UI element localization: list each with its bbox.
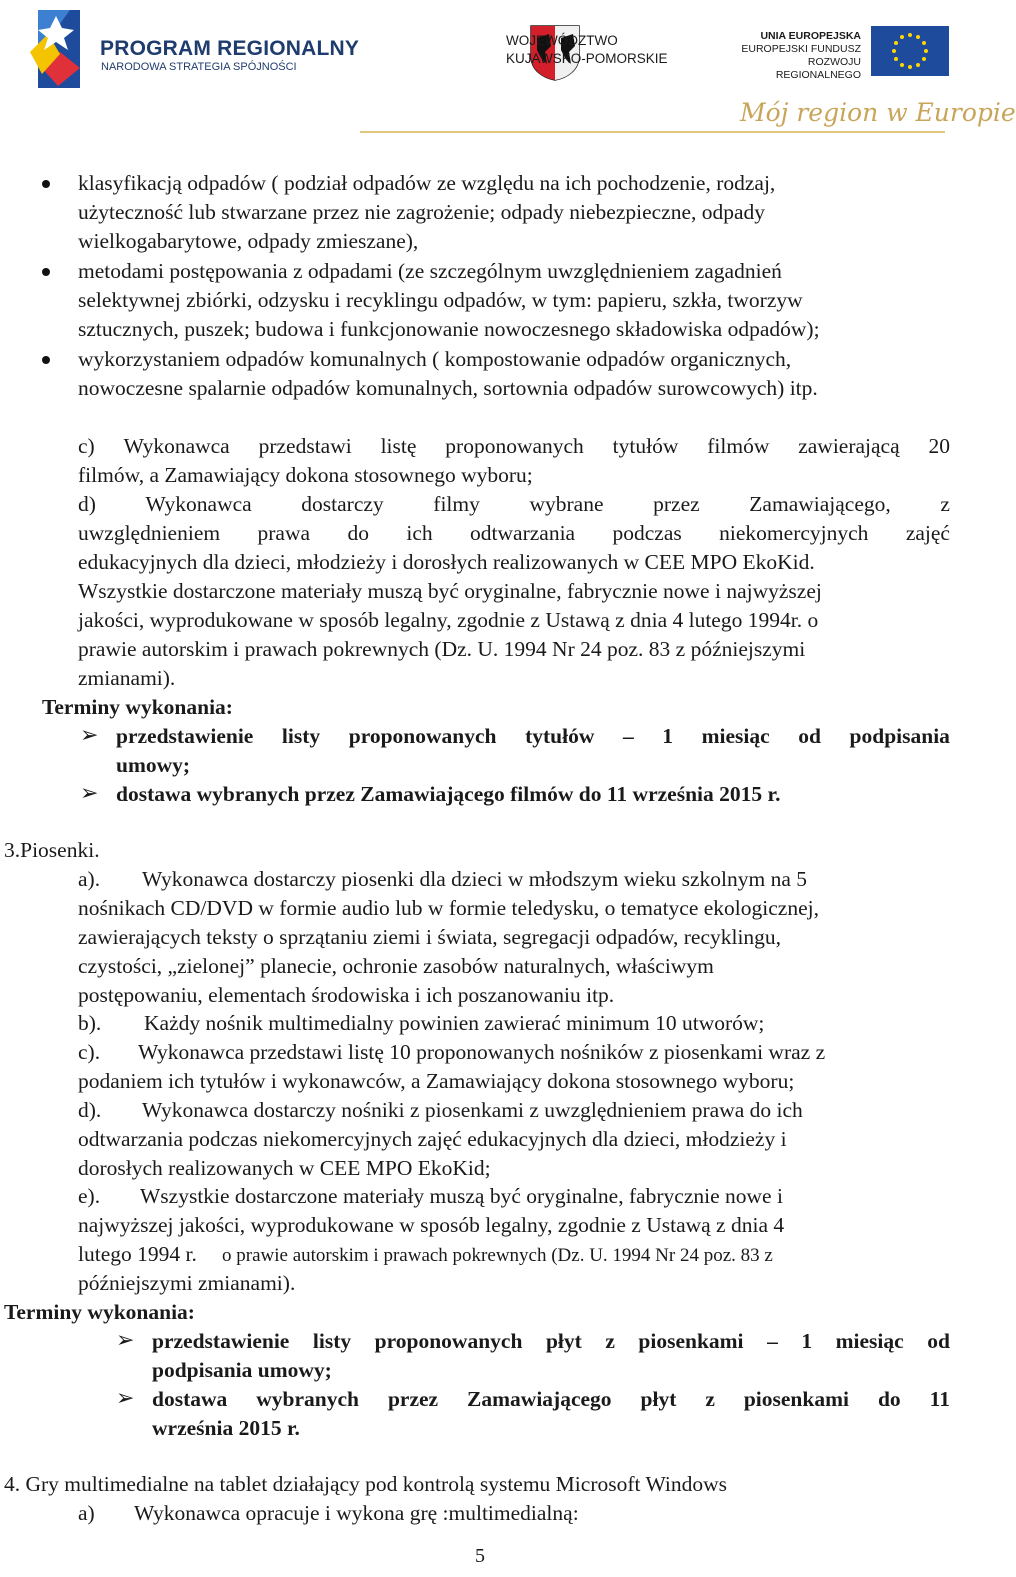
word: przez: [387, 1387, 439, 1411]
word: listy: [312, 1329, 352, 1353]
wojewodztwo-label: WOJEWÓDZTWO: [506, 33, 618, 48]
word: miesiąc: [835, 1329, 904, 1353]
bullet-1-line-3: wielkogabarytowe, odpady zmieszane),: [78, 229, 419, 253]
bullet-3-line-2: nowoczesne spalarnie odpadów komunalnych, sortownia odpadów surowcowych) itp.: [78, 376, 818, 400]
motto-text: Mój region w Europie: [740, 98, 1016, 127]
word: 1: [662, 724, 674, 748]
word: prawa: [257, 521, 311, 545]
films-term-1-line-1: [116, 723, 950, 749]
word: przedstawi: [258, 434, 352, 458]
word: podczas: [612, 521, 682, 545]
bullet-2-line-3: sztucznych, puszek; budowa i funkcjonowanie nowoczesnego składowiska odpadów);: [78, 317, 820, 341]
word: –: [622, 724, 634, 748]
films-d-line-3: edukacyjnych dla dzieci, młodzieży i dorosłych realizowanych w CEE MPO EkoKid.: [78, 550, 815, 574]
word: 1: [801, 1329, 813, 1353]
films-d-line-5: jakości, wyprodukowane w sposób legalny, zgodnie z Ustawą z dnia 4 lutego 1994r. o: [78, 608, 819, 632]
bullet-1-line-2: użyteczność lub stwarzane przez nie zagrożenie; odpady niebezpieczne, odpady: [78, 200, 766, 224]
bullet-1-line-1: klasyfikacją odpadów ( podział odpadów ze względu na ich pochodzenie, rodzaj,: [78, 171, 776, 195]
films-d-line-7: zmianami).: [78, 666, 176, 690]
word: od: [927, 1329, 950, 1353]
word: piosenkami: [638, 1329, 744, 1353]
bullet-dot: [42, 180, 50, 188]
word: przez: [653, 492, 700, 516]
arrow-bullet-icon: ➢: [80, 780, 99, 805]
films-d-line-4: Wszystkie dostarczone materiały muszą być oryginalne, fabrycznie nowe i najwyższej: [78, 579, 822, 603]
films-d-line-1: [78, 491, 950, 517]
word: proponowanych: [445, 434, 584, 458]
films-c-line-2: filmów, a Zamawiający dokona stosownego wyboru;: [78, 463, 533, 487]
films-term-2: dostawa wybranych przez Zamawiającego filmów do 11 września 2015 r.: [116, 782, 781, 806]
arrow-bullet-icon: ➢: [116, 1385, 135, 1410]
word: listę: [380, 434, 417, 458]
word: niekomercyjnych: [719, 521, 869, 545]
word: listy: [281, 724, 321, 748]
songs-e-line-1: Wszystkie dostarczone materiały muszą być oryginalne, fabrycznie nowe i: [140, 1184, 783, 1208]
word: Wykonawca: [123, 434, 230, 458]
songs-e-line-3b: o prawie autorskim i prawach pokrewnych (Dz. U. 1994 Nr 24 poz. 83 z: [222, 1245, 773, 1266]
word: z: [605, 1329, 615, 1353]
songs-c-line-2: podaniem ich tytułów i wykonawców, a Zamawiający dokona stosownego wyboru;: [78, 1069, 795, 1093]
eu-line1: UNIA EUROPEJSKA: [760, 30, 861, 42]
songs-e-line-3a: lutego 1994 r.: [78, 1242, 197, 1266]
bullet-dot: [42, 356, 50, 364]
word: płyt: [640, 1387, 677, 1411]
word: Zamawiającego: [467, 1387, 612, 1411]
films-terms-heading: Terminy wykonania:: [42, 695, 233, 719]
word: zawierającą: [798, 434, 900, 458]
songs-term-2-line-2: września 2015 r.: [152, 1416, 300, 1440]
page-header: [0, 0, 1016, 150]
songs-c-line-1: Wykonawca przedstawi listę 10 proponowanych nośników z piosenkami wraz z: [138, 1040, 826, 1064]
word: 11: [929, 1387, 950, 1411]
songs-a-line-2: nośnikach CD/DVD w formie audio lub w formie teledysku, o tematyce ekologicznej,: [78, 896, 819, 920]
word: zajęć: [905, 521, 950, 545]
songs-c-label: c).: [78, 1040, 101, 1064]
songs-d-line-3: dorosłych realizowanych w CEE MPO EkoKid;: [78, 1156, 491, 1180]
word: filmy: [433, 492, 480, 516]
program-regionalny-subtitle: NARODOWA STRATEGIA SPÓJNOŚCI: [101, 61, 297, 73]
word: 20: [928, 434, 950, 458]
songs-d-line-1: Wykonawca dostarczy nośniki z piosenkami z uwzględnieniem prawa do ich: [142, 1098, 803, 1122]
program-regionalny-title: PROGRAM REGIONALNY: [100, 37, 360, 60]
word: dostawa: [152, 1387, 228, 1411]
word: płyt: [545, 1329, 582, 1353]
eu-line2: EUROPEJSKI FUNDUSZ: [741, 43, 861, 55]
songs-b-line-1: Każdy nośnik multimedialny powinien zawierać minimum 10 utworów;: [144, 1011, 765, 1035]
word: proponowanych: [374, 1329, 523, 1353]
songs-a-label: a).: [78, 867, 101, 891]
word: –: [767, 1329, 778, 1353]
word: miesiąc: [701, 724, 770, 748]
games-a-label: a): [78, 1501, 95, 1525]
word: z: [705, 1387, 715, 1411]
arrow-bullet-icon: ➢: [116, 1327, 135, 1352]
songs-d-line-2: odtwarzania podczas niekomercyjnych zajęć edukacyjnych dla dzieci, młodzieży i: [78, 1127, 787, 1151]
songs-b-label: b).: [78, 1011, 102, 1035]
bullet-2-line-1: metodami postępowania z odpadami (ze szczególnym uwzględnieniem zagadnień: [78, 259, 782, 283]
songs-e-line-4: późniejszymi zmianami).: [78, 1271, 296, 1295]
word: od: [798, 724, 821, 748]
header-divider: [360, 131, 945, 133]
word: z: [940, 492, 950, 516]
word: dostarczy: [301, 492, 384, 516]
word: podpisania: [849, 724, 950, 748]
word: wybrane: [529, 492, 604, 516]
word: proponowanych: [348, 724, 497, 748]
word: ich: [406, 521, 433, 545]
songs-a-line-1: Wykonawca dostarczy piosenki dla dzieci w młodszym wieku szkolnym na 5: [142, 867, 808, 891]
word: wybranych: [256, 1387, 359, 1411]
word: tytułów: [525, 724, 595, 748]
songs-term-1-line-1: [152, 1328, 950, 1354]
films-term-1-line-2: umowy;: [116, 753, 191, 777]
songs-e-label: e).: [78, 1184, 101, 1208]
word: uwzględnieniem: [78, 521, 221, 545]
songs-a-line-4: czystości, „zielonej” planecie, ochronie zasobów naturalnych, właściwym: [78, 954, 714, 978]
films-d-line-6: prawie autorskim i prawach pokrewnych (Dz. U. 1994 Nr 24 poz. 83 z późniejszymi: [78, 637, 806, 661]
games-heading: 4. Gry multimedialne na tablet działający pod kontrolą systemu Microsoft Windows: [4, 1472, 728, 1496]
songs-e-line-2: najwyższej jakości, wyprodukowane w sposób legalny, zgodnie z Ustawą z dnia 4: [78, 1213, 785, 1237]
songs-a-line-5: postępowaniu, elementach środowiska i ich poszanowaniu itp.: [78, 983, 615, 1007]
eu-fund-label: [720, 30, 861, 82]
songs-terms-heading: Terminy wykonania:: [4, 1300, 195, 1324]
word: piosenkami: [743, 1387, 849, 1411]
films-c-line-1: [78, 433, 950, 459]
word: przedstawienie: [152, 1329, 290, 1353]
word: do: [877, 1387, 901, 1411]
word: d): [78, 492, 96, 516]
eu-line3: ROZWOJU REGIONALNEGO: [775, 56, 861, 81]
word: przedstawienie: [116, 724, 254, 748]
kujawsko-pomorskie-label: KUJAWSKO-POMORSKIE: [506, 51, 668, 66]
songs-term-1-line-2: podpisania umowy;: [152, 1358, 332, 1382]
word: odtwarzania: [470, 521, 576, 545]
word: Wykonawca: [145, 492, 252, 516]
word: filmów: [707, 434, 770, 458]
games-a-line-1: Wykonawca opracuje i wykona grę :multimedialną:: [134, 1501, 579, 1525]
word: do: [347, 521, 369, 545]
page-number: 5: [475, 1545, 485, 1567]
songs-d-label: d).: [78, 1098, 102, 1122]
word: c): [78, 434, 95, 458]
bullet-2-line-2: selektywnej zbiórki, odzysku i recyklingu odpadów, w tym: papieru, szkła, tworzyw: [78, 288, 803, 312]
word: Zamawiającego,: [749, 492, 891, 516]
songs-heading: 3.Piosenki.: [4, 838, 100, 862]
eu-flag-icon: [871, 26, 949, 76]
films-d-line-2: [78, 520, 950, 546]
arrow-bullet-icon: ➢: [80, 722, 99, 747]
songs-a-line-3: zawierających teksty o sprzątaniu ziemi i świata, segregacji odpadów, recyklingu,: [78, 925, 782, 949]
word: tytułów: [612, 434, 679, 458]
bullet-dot: [42, 268, 50, 276]
bullet-3-line-1: wykorzystaniem odpadów komunalnych ( kompostowanie odpadów organicznych,: [78, 347, 792, 371]
songs-term-2-line-1: [152, 1386, 950, 1412]
